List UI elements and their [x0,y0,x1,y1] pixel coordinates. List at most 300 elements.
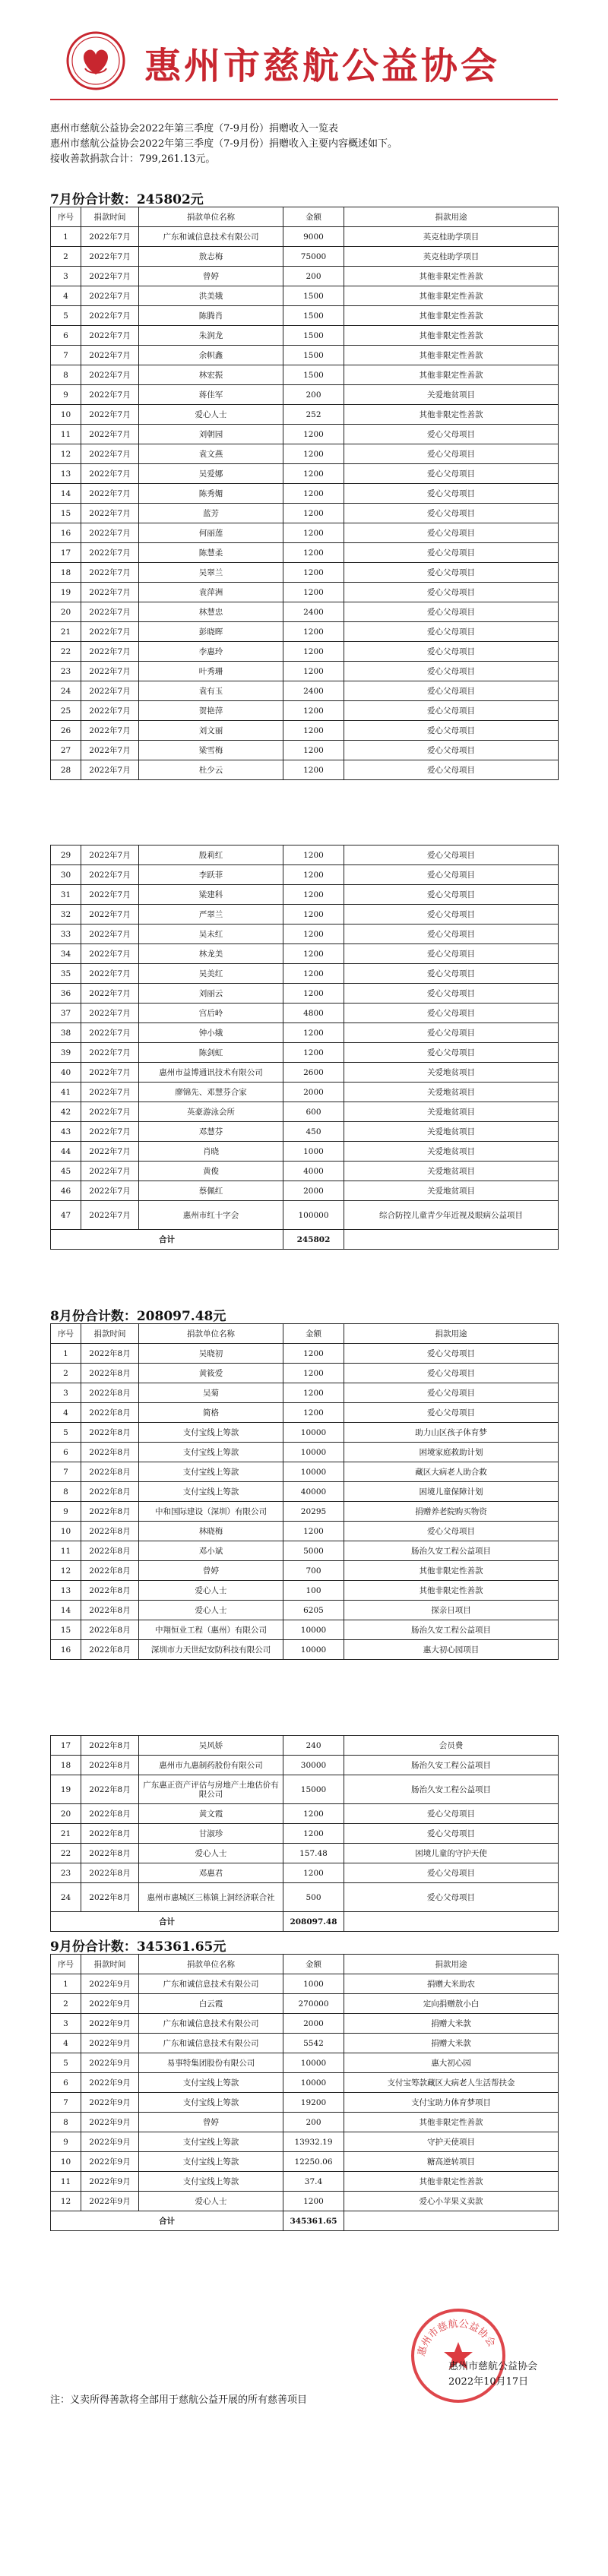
cell-time: 2022年7月 [81,365,139,385]
cell-seq: 40 [51,1063,81,1083]
total-amount: 208097.48 [283,1912,344,1932]
cell-amount: 10000 [283,1462,344,1482]
cell-seq: 8 [51,365,81,385]
cell-time: 2022年7月 [81,346,139,365]
table-row [51,1102,559,1122]
cell-purpose: 爱心父母项目 [344,1023,559,1043]
cell-purpose: 爱心父母项目 [344,885,559,905]
table-row [51,1344,559,1364]
column-header-seq: 序号 [51,1324,81,1344]
cell-amount: 1200 [283,1043,344,1063]
table-row [51,444,559,464]
cell-seq: 12 [51,444,81,464]
signature-block [448,2359,537,2390]
cell-time: 2022年7月 [81,1122,139,1142]
cell-donor: 刘朝园 [139,425,283,444]
table-row [51,1756,559,1775]
table-row [51,681,559,701]
cell-time: 2022年8月 [81,1883,139,1912]
cell-purpose: 爱心父母项目 [344,721,559,741]
cell-time: 2022年7月 [81,1043,139,1063]
cell-seq: 14 [51,484,81,504]
cell-amount: 1200 [283,464,344,484]
cell-purpose: 支付宝助力体育梦项目 [344,2093,559,2113]
cell-amount: 1200 [283,504,344,523]
cell-purpose: 爱心父母项目 [344,845,559,865]
cell-time: 2022年7月 [81,845,139,865]
total-amount: 345361.65 [283,2211,344,2231]
cell-purpose: 捐赠大米款 [344,2014,559,2034]
cell-amount: 2400 [283,602,344,622]
table-row [51,1775,559,1804]
cell-donor: 爱心人士 [139,1601,283,1620]
cell-seq: 2 [51,1364,81,1383]
column-header-amount: 金额 [283,207,344,227]
cell-amount: 4000 [283,1162,344,1181]
cell-time: 2022年7月 [81,1201,139,1230]
table-row [51,2172,559,2192]
column-header-seq: 序号 [51,1955,81,1974]
cell-donor: 支付宝线上筹款 [139,1443,283,1462]
cell-seq: 18 [51,563,81,583]
cell-amount: 1500 [283,326,344,346]
cell-purpose: 捐赠大米款 [344,2034,559,2053]
cell-donor: 陈剑虹 [139,1043,283,1063]
cell-purpose: 惠大初心园项目 [344,1640,559,1660]
cell-time: 2022年8月 [81,1756,139,1775]
september-table [50,1954,559,2231]
cell-purpose: 关爱地贫项目 [344,1063,559,1083]
cell-amount: 100000 [283,1201,344,1230]
column-header-seq: 序号 [51,207,81,227]
cell-amount: 100 [283,1581,344,1601]
table-row [51,741,559,760]
cell-time: 2022年7月 [81,1162,139,1181]
table-row [51,1863,559,1883]
cell-seq: 3 [51,267,81,286]
cell-donor: 广东和诚信息技术有限公司 [139,227,283,247]
cell-purpose: 守护天使项目 [344,2132,559,2152]
cell-amount: 10000 [283,1640,344,1660]
cell-seq: 3 [51,1383,81,1403]
cell-donor: 支付宝线上筹款 [139,1482,283,1502]
table-row [51,365,559,385]
cell-seq: 41 [51,1083,81,1102]
cell-amount: 15000 [283,1775,344,1804]
cell-seq: 12 [51,2192,81,2211]
cell-donor: 白云霞 [139,1994,283,2014]
cell-seq: 8 [51,1482,81,1502]
cell-purpose: 爱心父母项目 [344,1863,559,1883]
cell-time: 2022年8月 [81,1804,139,1824]
cell-seq: 20 [51,602,81,622]
table-row [51,247,559,267]
cell-time: 2022年9月 [81,2053,139,2073]
cell-donor: 梁建科 [139,885,283,905]
cell-purpose: 爱心父母项目 [344,1364,559,1383]
cell-purpose: 爱心父母项目 [344,1043,559,1063]
table-row [51,504,559,523]
cell-amount: 1200 [283,964,344,984]
cell-seq: 5 [51,1423,81,1443]
cell-time: 2022年8月 [81,1844,139,1863]
cell-amount: 10000 [283,1443,344,1462]
cell-donor: 林龙美 [139,944,283,964]
cell-seq: 13 [51,464,81,484]
cell-seq: 29 [51,845,81,865]
cell-donor: 蓝芳 [139,504,283,523]
cell-seq: 1 [51,227,81,247]
total-amount: 245802 [283,1230,344,1250]
table-row [51,2192,559,2211]
cell-time: 2022年7月 [81,865,139,885]
august-heading: 8月份合计数：208097.48元 [50,1309,226,1324]
cell-purpose: 探亲日项目 [344,1601,559,1620]
cell-amount: 1200 [283,1403,344,1423]
cell-purpose: 爱心父母项目 [344,642,559,662]
cell-time: 2022年7月 [81,925,139,944]
cell-donor: 英豪游泳会所 [139,1102,283,1122]
cell-seq: 21 [51,622,81,642]
cell-donor: 林慧忠 [139,602,283,622]
cell-seq: 4 [51,286,81,306]
cell-purpose: 爱心父母项目 [344,523,559,543]
cell-seq: 33 [51,925,81,944]
table-row [51,1482,559,1502]
cell-seq: 32 [51,905,81,925]
table-row [51,1122,559,1142]
table-row [51,984,559,1004]
cell-time: 2022年9月 [81,2073,139,2093]
table-header-row [51,1955,559,1974]
cell-amount: 1500 [283,346,344,365]
cell-time: 2022年8月 [81,1344,139,1364]
table-row [51,1620,559,1640]
cell-seq: 3 [51,2014,81,2034]
table-row [51,885,559,905]
table-row [51,845,559,865]
total-label: 合计 [51,1912,283,1932]
cell-purpose: 肠治久安工程公益项目 [344,1620,559,1640]
cell-amount: 1200 [283,701,344,721]
cell-amount: 252 [283,405,344,425]
cell-seq: 46 [51,1181,81,1201]
cell-amount: 240 [283,1736,344,1756]
cell-seq: 4 [51,1403,81,1423]
cell-donor: 朱润龙 [139,326,283,346]
cell-seq: 24 [51,1883,81,1912]
cell-amount: 1500 [283,365,344,385]
cell-amount: 12250.06 [283,2152,344,2172]
cell-time: 2022年7月 [81,885,139,905]
cell-amount: 1200 [283,845,344,865]
table-row [51,385,559,405]
cell-time: 2022年9月 [81,2132,139,2152]
cell-amount: 13932.19 [283,2132,344,2152]
cell-purpose: 关爱地贫项目 [344,1142,559,1162]
table-header-row [51,1324,559,1344]
cell-seq: 38 [51,1023,81,1043]
column-header-purpose: 捐款用途 [344,1324,559,1344]
cell-amount: 9000 [283,227,344,247]
cell-donor: 中翔恒业工程（惠州）有限公司 [139,1620,283,1640]
cell-donor: 广东和诚信息技术有限公司 [139,1974,283,1994]
cell-purpose: 爱心父母项目 [344,662,559,681]
cell-seq: 21 [51,1824,81,1844]
cell-donor: 爱心人士 [139,1581,283,1601]
cell-donor: 敖志梅 [139,247,283,267]
july-heading: 7月份合计数：245802元 [50,192,204,207]
cell-donor: 黄文霞 [139,1804,283,1824]
cell-time: 2022年8月 [81,1502,139,1522]
sign-org: 惠州市慈航公益协会 [448,2361,538,2372]
cell-donor: 李跃菲 [139,865,283,885]
cell-seq: 7 [51,1462,81,1482]
table-row [51,944,559,964]
table-row [51,1541,559,1561]
cell-time: 2022年7月 [81,760,139,780]
official-seal-icon [409,2306,508,2405]
cell-donor: 吴美红 [139,964,283,984]
total-label: 合计 [51,1230,283,1250]
cell-time: 2022年8月 [81,1620,139,1640]
cell-amount: 1200 [283,2192,344,2211]
cell-donor: 肖晓 [139,1142,283,1162]
cell-time: 2022年7月 [81,523,139,543]
cell-time: 2022年7月 [81,701,139,721]
cell-amount: 5542 [283,2034,344,2053]
cell-purpose: 爱心父母项目 [344,543,559,563]
cell-purpose: 关爱地贫项目 [344,1122,559,1142]
column-header-amount: 金额 [283,1955,344,1974]
column-header-time: 捐款时间 [81,1955,139,1974]
cell-donor: 宫后岭 [139,1004,283,1023]
cell-donor: 陈腾肖 [139,306,283,326]
cell-amount: 1200 [283,484,344,504]
cell-purpose: 定向捐赠敖小白 [344,1994,559,2014]
cell-amount: 1200 [283,563,344,583]
column-header-donor: 捐款单位名称 [139,1955,283,1974]
cell-time: 2022年8月 [81,1522,139,1541]
cell-seq: 11 [51,2172,81,2192]
cell-seq: 43 [51,1122,81,1142]
column-header-donor: 捐款单位名称 [139,1324,283,1344]
cell-donor: 支付宝线上筹款 [139,2093,283,2113]
cell-time: 2022年7月 [81,306,139,326]
table-row [51,2113,559,2132]
cell-purpose: 爱心父母项目 [344,865,559,885]
cell-purpose: 综合防控儿童青少年近视及眼病公益项目 [344,1201,559,1230]
table-row [51,286,559,306]
cell-purpose: 捐赠养老院购买物资 [344,1502,559,1522]
cell-time: 2022年8月 [81,1775,139,1804]
cell-donor: 惠州市惠城区三栋镇上洞经济联合社 [139,1883,283,1912]
table-row [51,2073,559,2093]
cell-donor: 蒋佳军 [139,385,283,405]
cell-amount: 1200 [283,444,344,464]
table-row [51,425,559,444]
cell-amount: 1200 [283,721,344,741]
cell-seq: 18 [51,1756,81,1775]
cell-donor: 洪美娥 [139,286,283,306]
table-row [51,306,559,326]
cell-seq: 17 [51,1736,81,1756]
cell-amount: 40000 [283,1482,344,1502]
cell-purpose: 支付宝筹款藏区大病老人生活帮扶金 [344,2073,559,2093]
cell-amount: 1200 [283,905,344,925]
cell-purpose: 惠大初心园 [344,2053,559,2073]
cell-donor: 支付宝线上筹款 [139,1462,283,1482]
cell-purpose: 其他非限定性善款 [344,286,559,306]
cell-donor: 简格 [139,1403,283,1423]
cell-amount: 1000 [283,1974,344,1994]
cell-time: 2022年8月 [81,1482,139,1502]
table-row [51,1162,559,1181]
table-row [51,1974,559,1994]
cell-purpose: 其他非限定性善款 [344,306,559,326]
cell-purpose: 爱心父母项目 [344,1522,559,1541]
cell-amount: 1200 [283,984,344,1004]
cell-seq: 22 [51,1844,81,1863]
cell-time: 2022年8月 [81,1640,139,1660]
cell-seq: 42 [51,1102,81,1122]
footer-note: 注：义卖所得善款将全部用于慈航公益开展的所有慈善项目 [50,2394,308,2406]
cell-donor: 严翠兰 [139,905,283,925]
cell-purpose: 爱心小苹果义卖款 [344,2192,559,2211]
cell-time: 2022年9月 [81,1994,139,2014]
cell-purpose: 其他非限定性善款 [344,365,559,385]
lotus-heart-logo-icon [65,30,126,91]
table-row [51,326,559,346]
cell-time: 2022年8月 [81,1462,139,1482]
cell-time: 2022年7月 [81,1083,139,1102]
cell-donor: 余帜鑫 [139,346,283,365]
table-row [51,2093,559,2113]
cell-purpose: 肠治久安工程公益项目 [344,1775,559,1804]
cell-amount: 600 [283,1102,344,1122]
cell-amount: 1200 [283,583,344,602]
cell-seq: 35 [51,964,81,984]
cell-purpose: 爱心父母项目 [344,484,559,504]
table-row [51,267,559,286]
column-header-time: 捐款时间 [81,1324,139,1344]
cell-time: 2022年7月 [81,425,139,444]
cell-purpose: 爱心父母项目 [344,1383,559,1403]
cell-seq: 2 [51,1994,81,2014]
column-header-donor: 捐款单位名称 [139,207,283,227]
cell-time: 2022年9月 [81,2192,139,2211]
cell-purpose: 困境家庭救助计划 [344,1443,559,1462]
cell-seq: 17 [51,543,81,563]
cell-seq: 10 [51,1522,81,1541]
cell-purpose: 爱心父母项目 [344,583,559,602]
table-row [51,1736,559,1756]
org-title: 惠州市慈航公益协会 [144,45,501,87]
cell-purpose: 爱心父母项目 [344,425,559,444]
cell-time: 2022年7月 [81,504,139,523]
cell-time: 2022年8月 [81,1863,139,1883]
cell-donor: 刘文丽 [139,721,283,741]
cell-purpose: 英克桂助学项目 [344,227,559,247]
cell-time: 2022年8月 [81,1736,139,1756]
table-row [51,1561,559,1581]
table-row [51,905,559,925]
cell-purpose: 其他非限定性善款 [344,2113,559,2132]
cell-time: 2022年8月 [81,1581,139,1601]
cell-time: 2022年7月 [81,1142,139,1162]
cell-time: 2022年8月 [81,1364,139,1383]
cell-amount: 10000 [283,1620,344,1640]
cell-time: 2022年7月 [81,1063,139,1083]
table-header-row [51,207,559,227]
cell-seq: 10 [51,405,81,425]
cell-purpose: 爱心父母项目 [344,1804,559,1824]
table-row [51,563,559,583]
table-row [51,1142,559,1162]
table-row [51,1383,559,1403]
cell-time: 2022年8月 [81,1561,139,1581]
cell-seq: 16 [51,523,81,543]
cell-amount: 10000 [283,1423,344,1443]
cell-purpose: 肠治久安工程公益项目 [344,1541,559,1561]
cell-seq: 11 [51,1541,81,1561]
cell-time: 2022年9月 [81,1974,139,1994]
total-row [51,2211,559,2231]
cell-purpose: 困境儿童的守护天使 [344,1844,559,1863]
cell-purpose: 关爱地贫项目 [344,1162,559,1181]
cell-purpose: 爱心父母项目 [344,1824,559,1844]
cell-time: 2022年7月 [81,543,139,563]
cell-time: 2022年7月 [81,464,139,484]
table-row [51,642,559,662]
july-table-part-1 [50,207,559,780]
cell-purpose: 其他非限定性善款 [344,326,559,346]
cell-seq: 23 [51,1863,81,1883]
total-label: 合计 [51,2211,283,2231]
cell-amount: 157.48 [283,1844,344,1863]
cell-seq: 20 [51,1804,81,1824]
cell-seq: 6 [51,2073,81,2093]
cell-amount: 1200 [283,1804,344,1824]
cell-seq: 9 [51,2132,81,2152]
cell-donor: 邓小斌 [139,1541,283,1561]
intro-text [50,122,397,167]
cell-seq: 23 [51,662,81,681]
cell-donor: 中和国际建设（深圳）有限公司 [139,1502,283,1522]
cell-time: 2022年7月 [81,721,139,741]
table-row [51,2014,559,2034]
cell-seq: 10 [51,2152,81,2172]
cell-seq: 19 [51,1775,81,1804]
table-row [51,1063,559,1083]
cell-amount: 1200 [283,1863,344,1883]
cell-amount: 2000 [283,1181,344,1201]
cell-amount: 200 [283,267,344,286]
intro-line-3: 接收善款捐款合计：799,261.13元。 [50,153,216,165]
cell-time: 2022年7月 [81,681,139,701]
cell-time: 2022年9月 [81,2093,139,2113]
cell-amount: 1200 [283,425,344,444]
cell-purpose: 其他非限定性善款 [344,267,559,286]
cell-time: 2022年7月 [81,1181,139,1201]
cell-amount: 1200 [283,1364,344,1383]
cell-donor: 支付宝线上筹款 [139,2132,283,2152]
cell-purpose: 爱心父母项目 [344,1883,559,1912]
cell-seq: 19 [51,583,81,602]
cell-amount: 1200 [283,741,344,760]
cell-time: 2022年9月 [81,2034,139,2053]
cell-amount: 4800 [283,1004,344,1023]
